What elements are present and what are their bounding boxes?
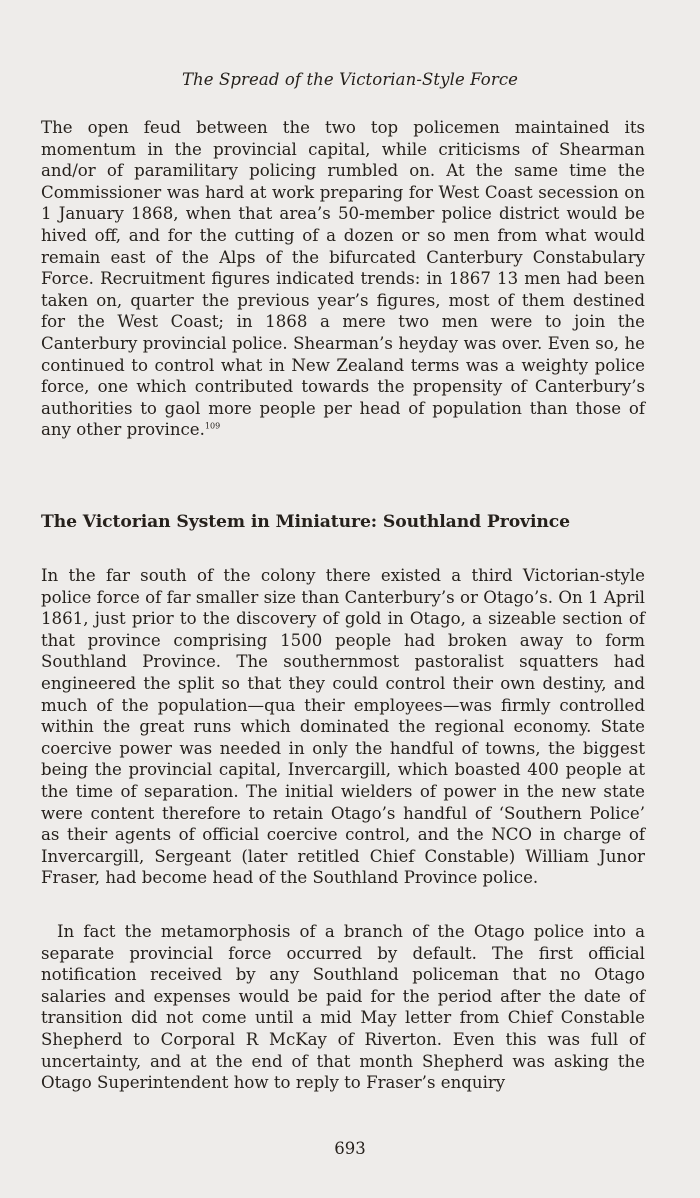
paragraph-metamorphosis: In fact the metamorphosis of a branch of the Otago police into a separate provincial force occurred by default. The first official notification received by any Southland policeman that no Otago salaries and expenses would be paid for the period after the date of transition did not come until a mid May letter from Chief Constable Shepherd to Corporal R McKay of Riverton. Even this was full of uncertainty, and at the end of that month Shepherd was asking the Otago Superintendent how to reply to Fraser’s enquiry <box>41 922 645 1093</box>
paragraph-feud <box>41 117 645 441</box>
paragraph-feud-text: The open feud between the two top policemen maintained its momentum in the provincial capital, while criticisms of Shearman and/or of paramilitary policing rumbled on. At the same time the Commissioner was hard at work preparing for West Coast secession on 1 January 1868, when that area’s 50-member police district would be hived off, and for the cutting of a dozen or so men from what would remain east of the Alps of the bifurcated Canterbury Constabulary Force. Recruitment figures indicated trends: in 1867 13 men had been taken on, quarter the previous year’s figures, most of them destined for the West Coast; in 1868 a mere two men were to join the Canterbury provincial police. Shearman’s heyday was over. Even so, he continued to control what in New Zealand terms was a weighty police force, one which contributed towards the propensity of Canterbury’s authorities to gaol more people per head of population than those of any other province. <box>41 118 645 440</box>
footnote-marker: 109 <box>204 421 221 431</box>
running-head: The Spread of the Victorian-Style Force <box>181 70 519 89</box>
section-heading: The Victorian System in Miniature: Southland Province <box>41 512 570 532</box>
page-number: 693 <box>334 1139 366 1158</box>
paragraph-southland-intro: In the far south of the colony there existed a third Victorian-style police force of far smaller size than Canterbury’s or Otago’s. On 1 April 1861, just prior to the discovery of gold in Otago, a sizeable section of that province comprising 1500 people had broken away to form Southland Province. The southernmost pastoralist squatters had engineered the split so that they could control their own destiny, and much of the population—qua their employees—was firmly controlled within the great runs which dominated the regional economy. State coercive power was needed in only the handful of towns, the biggest being the provincial capital, Invercargill, which boasted 400 people at the time of separation. The initial wielders of power in the new state were content therefore to retain Otago’s handful of ‘Southern Police’ as their agents of official coercive control, and the NCO in charge of Invercargill, Sergeant (later retitled Chief Constable) William Junor Fraser, had become head of the Southland Province police. <box>41 566 645 888</box>
